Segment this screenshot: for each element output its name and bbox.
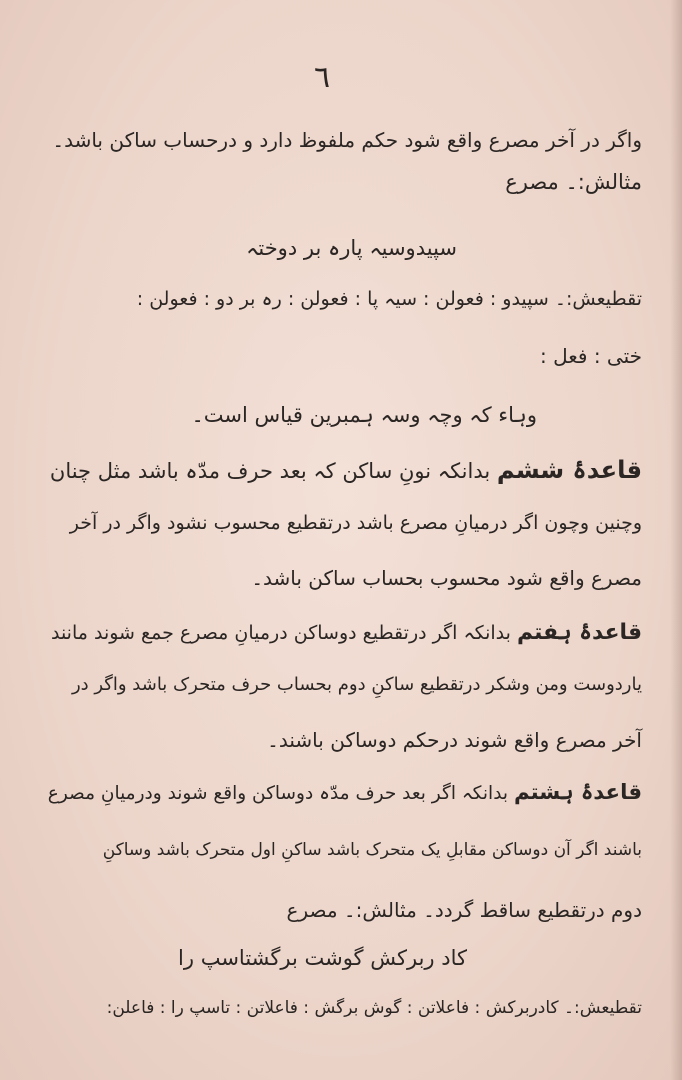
rule-heading-8: قاعدۂ ہشتم xyxy=(513,780,642,805)
text-line-7: وچنین وچون اگر درمیانِ مصرع باشد درتقطیع محسوب نشود واگر در آخر xyxy=(69,512,642,534)
text-line-11: باشند اگر آن دوساکن مقابلِ یک متحرک باشد ساکنِ اول متحرک باشد وساکنِ xyxy=(102,840,642,860)
rule-6-line-1 xyxy=(50,458,642,482)
page-number: ٦ xyxy=(313,60,331,95)
rule-7-text: بدانکہ اگر درتقطیع دوساکن درمیانِ مصرع جمع شوند مانند xyxy=(50,622,511,644)
text-line-1: واگر در آخر مصرع واقع شود حکم ملفوظ دارد و درحساب ساکن باشد۔ xyxy=(52,128,642,152)
text-line-8: مصرع واقع شود محسوب بحساب ساکن باشد۔ xyxy=(251,566,642,590)
text-line-4: تقطیعش:۔ سپیدو : فعولن : سیہ پا : فعولن : رہ بر دو : فعولن : xyxy=(136,288,642,310)
text-line-5: ختی : فعل : xyxy=(540,344,642,368)
page-edge-shadow xyxy=(670,0,682,1080)
rule-6-text: بدانکہ نونِ ساکن کہ بعد حرف مدّہ باشد مثل چنان xyxy=(49,459,491,483)
text-line-6: وہاء کہ وچہ وسہ ہمبرین قیاس است۔ xyxy=(191,403,537,427)
text-line-2: مثالش:۔ مصرع xyxy=(505,170,642,194)
text-line-14: تقطیعش:۔ کادربرکش : فاعلاتن : گوش برگش : فاعلاتن : تاسپ را : فاعلن: xyxy=(106,998,642,1018)
rule-7-line-1 xyxy=(51,622,642,644)
rule-heading-7: قاعدۂ ہفتم xyxy=(516,620,642,645)
text-line-3-verse: سپیدوسیہ پارہ بر دوختہ xyxy=(246,236,457,260)
rule-8-line-1 xyxy=(48,782,642,804)
rule-heading-6: قاعدۂ ششم xyxy=(496,456,642,484)
text-line-12: دوم درتقطیع ساقط گردد۔ مثالش:۔ مصرع xyxy=(286,898,642,922)
text-line-13-verse: کاد ربرکش گوشت برگشتاسپ را xyxy=(178,946,467,970)
rule-8-text: بدانکہ اگر بعد حرف مدّہ دوساکن واقع شوند ودرمیانِ مصرع xyxy=(47,783,509,804)
text-line-10: آخر مصرع واقع شوند درحکم دوساکن باشند۔ xyxy=(267,728,642,752)
text-line-9: یاردوست ومن وشکر درتقطیع ساکنِ دوم بحساب حرف متحرک باشد واگر در xyxy=(71,674,642,695)
